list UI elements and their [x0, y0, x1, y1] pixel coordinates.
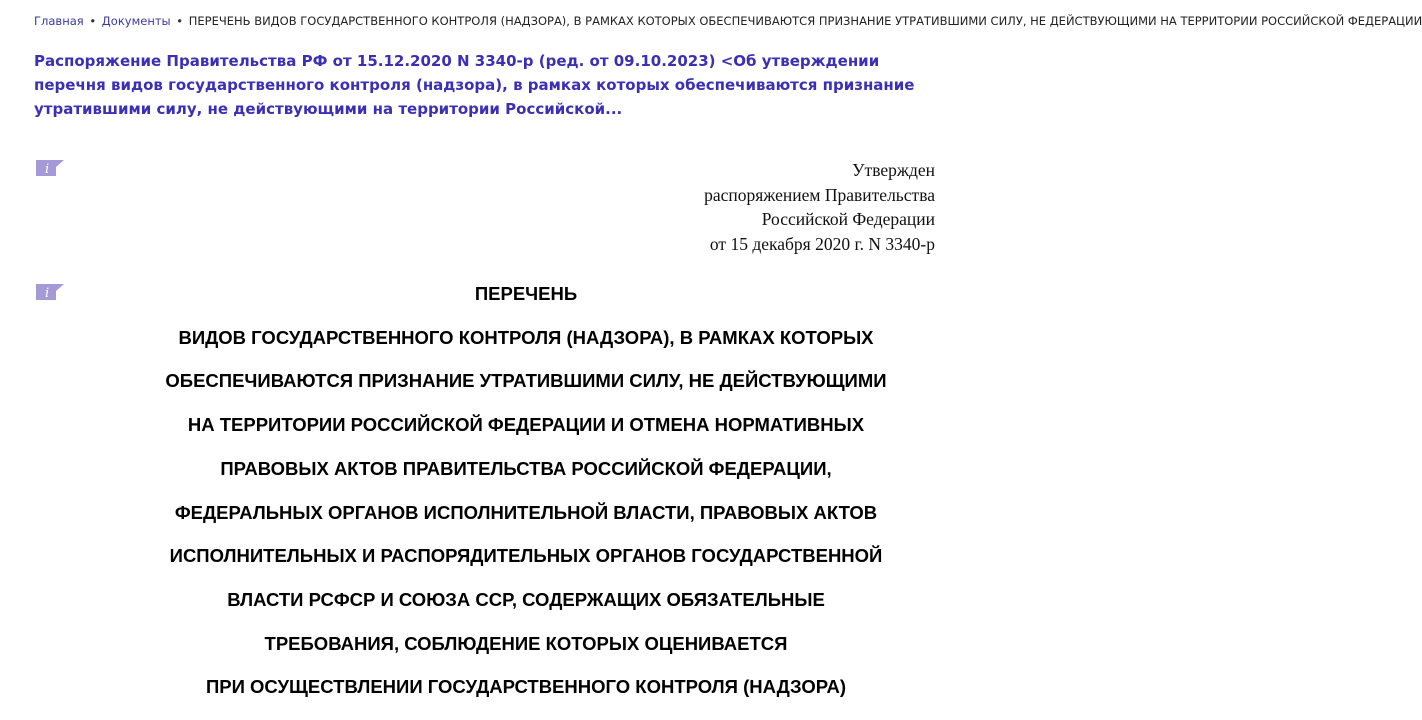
heading-line: ОБЕСПЕЧИВАЮТСЯ ПРИЗНАНИЕ УТРАТИВШИМИ СИЛУ, НЕ ДЕЙСТВУЮЩИМИ: [165, 370, 887, 392]
heading-line: НА ТЕРРИТОРИИ РОССИЙСКОЙ ФЕДЕРАЦИИ И ОТМЕНА НОРМАТИВНЫХ: [187, 414, 865, 436]
approval-line: распоряжением Правительства: [704, 184, 935, 205]
info-icon-glyph: i: [45, 286, 50, 301]
heading-line: ВЛАСТИ РСФСР И СОЮЗА ССР, СОДЕРЖАЩИХ ОБЯЗАТЕЛЬНЫЕ: [227, 588, 825, 610]
heading-line: ПРАВОВЫХ АКТОВ ПРАВИТЕЛЬСТВА РОССИЙСКОЙ ФЕДЕРАЦИИ,: [220, 457, 832, 479]
breadcrumb-documents-link[interactable]: Документы: [101, 14, 171, 28]
info-icon[interactable]: [34, 282, 66, 302]
heading-line: ИСПОЛНИТЕЛЬНЫХ И РАСПОРЯДИТЕЛЬНЫХ ОРГАНОВ ГОСУДАРСТВЕННОЙ: [169, 545, 883, 567]
approval-block: [704, 158, 935, 256]
breadcrumb: [34, 13, 1422, 29]
approval-line: Утвержден: [852, 160, 935, 180]
breadcrumb-separator: •: [89, 14, 97, 28]
approval-line: Российской Федерации: [761, 209, 935, 229]
heading-line: ПРИ ОСУЩЕСТВЛЕНИИ ГОСУДАРСТВЕННОГО КОНТРОЛЯ (НАДЗОРА): [205, 676, 847, 698]
info-icon[interactable]: [34, 158, 66, 178]
heading-line: ФЕДЕРАЛЬНЫХ ОРГАНОВ ИСПОЛНИТЕЛЬНОЙ ВЛАСТИ, ПРАВОВЫХ АКТОВ: [174, 501, 878, 523]
heading-line: ТРЕБОВАНИЯ, СОБЛЮДЕНИЕ КОТОРЫХ ОЦЕНИВАЕТСЯ: [264, 632, 788, 654]
info-icon-glyph: i: [45, 162, 50, 177]
breadcrumb-separator: •: [176, 14, 184, 28]
document-heading: [80, 272, 972, 709]
document-title-link[interactable]: Распоряжение Правительства РФ от 15.12.2020 N 3340-р (ред. от 09.10.2023) <Об утверждении перечня видов государственного контроля (надзора), в рамках которых обеспечиваются признание утратившими силу, не действующими на территории Российской...: [34, 52, 915, 118]
heading-line: ВИДОВ ГОСУДАРСТВЕННОГО КОНТРОЛЯ (НАДЗОРА), В РАМКАХ КОТОРЫХ: [178, 326, 874, 348]
breadcrumb-home-link[interactable]: Главная: [34, 14, 84, 28]
approval-line: от 15 декабря 2020 г. N 3340-р: [709, 233, 935, 254]
heading-line: ПЕРЕЧЕНЬ: [474, 283, 578, 304]
breadcrumb-current: ПЕРЕЧЕНЬ ВИДОВ ГОСУДАРСТВЕННОГО КОНТРОЛЯ (НАДЗОРА), В РАМКАХ КОТОРЫХ ОБЕСПЕЧИВАЮТСЯ ПРИЗНАНИЕ УТРАТИВШИМИ СИЛУ, НЕ ДЕЙСТВУЮЩИМИ НА ТЕРРИТОРИИ РОССИЙСКОЙ ФЕДЕРАЦИИ: [188, 14, 1422, 28]
